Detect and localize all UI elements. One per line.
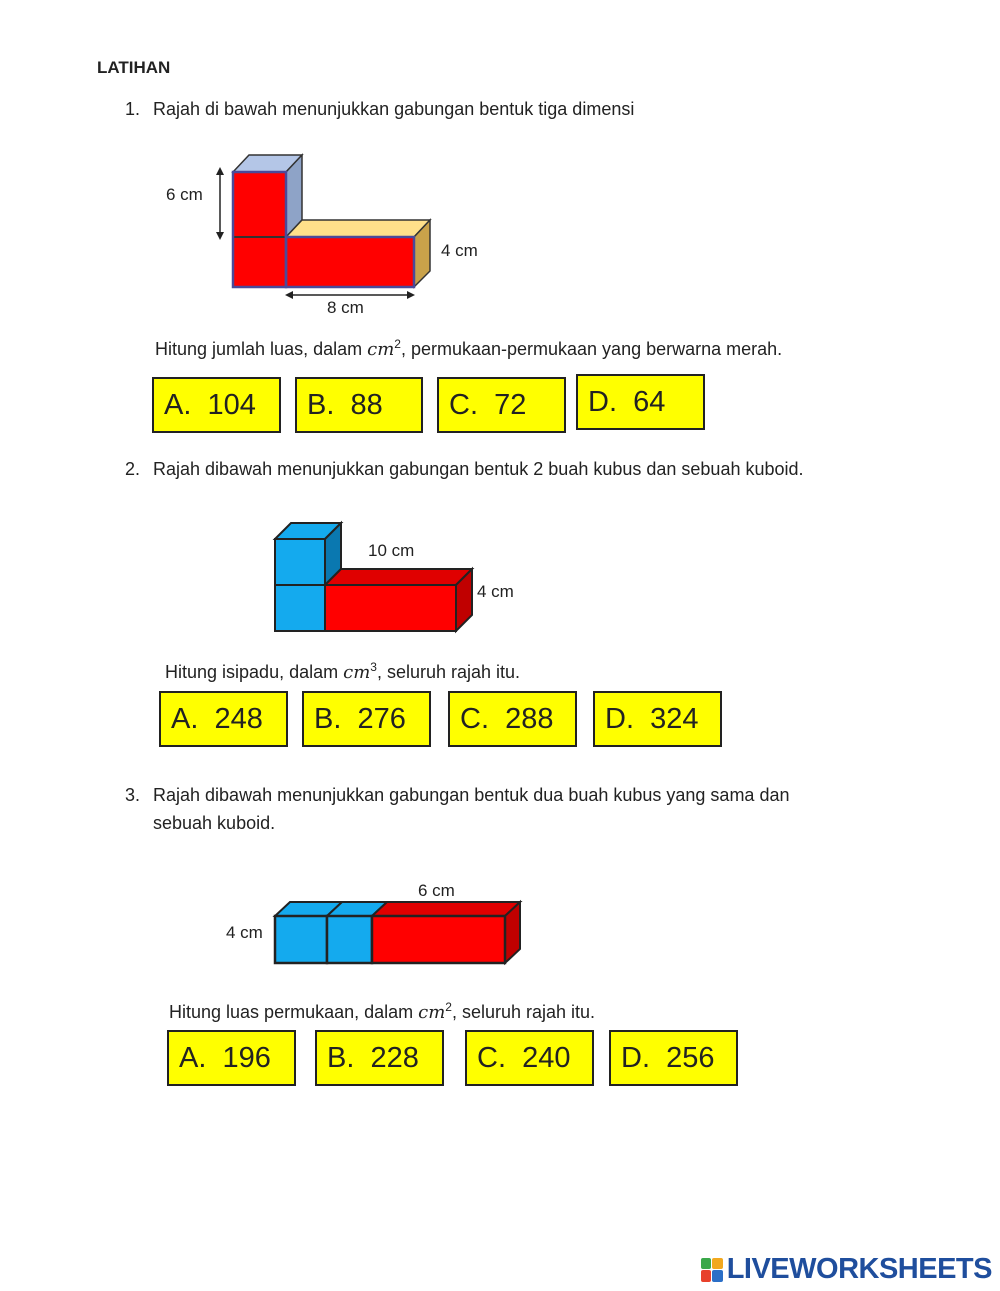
question-3-statement-line-1: Rajah dibawah menunjukkan gabungan bentuk dua buah kubus yang sama dan bbox=[153, 785, 790, 805]
q3-option-b-button[interactable]: B. 228 bbox=[315, 1030, 444, 1086]
figure-1-label-length: 8 cm bbox=[327, 298, 364, 317]
figure-2-composite-solid bbox=[260, 515, 540, 640]
question-2-number: 2. bbox=[125, 459, 141, 479]
figure-3-cube-2-front bbox=[327, 916, 372, 963]
question-3-text bbox=[125, 781, 789, 837]
question-3-number: 3. bbox=[125, 785, 141, 805]
figure-1-label-width: 4 cm bbox=[441, 241, 478, 260]
q2-option-b-button[interactable]: B. 276 bbox=[302, 691, 431, 747]
question-2-statement: Rajah dibawah menunjukkan gabungan bentuk 2 buah kubus dan sebuah kuboid. bbox=[153, 459, 804, 479]
figure-2-cuboid-top-face bbox=[325, 569, 472, 585]
q1-option-d-button[interactable]: D. 64 bbox=[576, 374, 705, 430]
question-2-text bbox=[125, 455, 804, 483]
unit-power: 3 bbox=[370, 660, 377, 674]
page-heading: LATIHAN bbox=[97, 58, 171, 77]
unit-power: 2 bbox=[445, 1000, 452, 1014]
figure-3-composite-solid bbox=[215, 875, 535, 970]
figure-2-label-width: 4 cm bbox=[477, 582, 514, 601]
figure-3-cuboid-top-face bbox=[372, 902, 520, 916]
figure-2-cuboid-front-face bbox=[325, 585, 456, 631]
q2-option-a-button[interactable]: A. 248 bbox=[159, 691, 288, 747]
q2-option-c-button[interactable]: C. 288 bbox=[448, 691, 577, 747]
q1-option-b-button[interactable]: B. 88 bbox=[295, 377, 423, 433]
figure-1-label-height: 6 cm bbox=[166, 185, 203, 204]
question-1-text bbox=[125, 95, 634, 123]
liveworksheets-logo[interactable] bbox=[701, 1253, 992, 1286]
figure-1-lower-cube-front bbox=[233, 237, 286, 287]
question-3-prompt: Hitung luas permukaan, dalam $cm^2$, seluruh rajah itu. bbox=[169, 1000, 596, 1023]
figure-3-label-height: 4 cm bbox=[226, 923, 263, 942]
liveworksheets-logo-icon bbox=[701, 1258, 723, 1282]
liveworksheets-logo-text: LIVEWORKSHEETS bbox=[726, 1253, 992, 1285]
q3-option-d-button[interactable]: D. 256 bbox=[609, 1030, 738, 1086]
unit-cm: cm bbox=[343, 662, 371, 683]
question-1-number: 1. bbox=[125, 99, 141, 119]
q1-option-c-button[interactable]: C. 72 bbox=[437, 377, 566, 433]
unit-cm: cm bbox=[418, 1002, 446, 1023]
q3-option-c-button[interactable]: C. 240 bbox=[465, 1030, 594, 1086]
figure-1-cube-front-face bbox=[233, 172, 286, 237]
unit-power: 2 bbox=[394, 337, 401, 351]
figure-3-cube-1-front bbox=[275, 916, 327, 963]
figure-2-bottom-cube-front bbox=[275, 585, 325, 631]
figure-2-label-length: 10 cm bbox=[368, 541, 415, 560]
figure-1-composite-solid bbox=[150, 145, 510, 325]
figure-1-cuboid-top-face bbox=[286, 220, 430, 237]
question-1-prompt: Hitung jumlah luas, dalam $cm^2$, permukaan-permukaan yang berwarna merah. bbox=[155, 337, 783, 360]
q1-option-a-button[interactable]: A. 104 bbox=[152, 377, 281, 433]
question-1-statement: Rajah di bawah menunjukkan gabungan bentuk tiga dimensi bbox=[153, 99, 635, 119]
question-2-prompt: Hitung isipadu, dalam $cm^3$, seluruh rajah itu. bbox=[165, 660, 521, 683]
unit-cm: cm bbox=[367, 339, 395, 360]
figure-3-label-length: 6 cm bbox=[418, 881, 455, 900]
question-3-statement-line-2: sebuah kuboid. bbox=[153, 813, 276, 833]
q2-option-d-button[interactable]: D. 324 bbox=[593, 691, 722, 747]
figure-1-cuboid-front-face bbox=[286, 237, 414, 287]
q3-option-a-button[interactable]: A. 196 bbox=[167, 1030, 296, 1086]
figure-2-top-cube-front bbox=[275, 539, 325, 585]
figure-3-cuboid-front-face bbox=[372, 916, 505, 963]
